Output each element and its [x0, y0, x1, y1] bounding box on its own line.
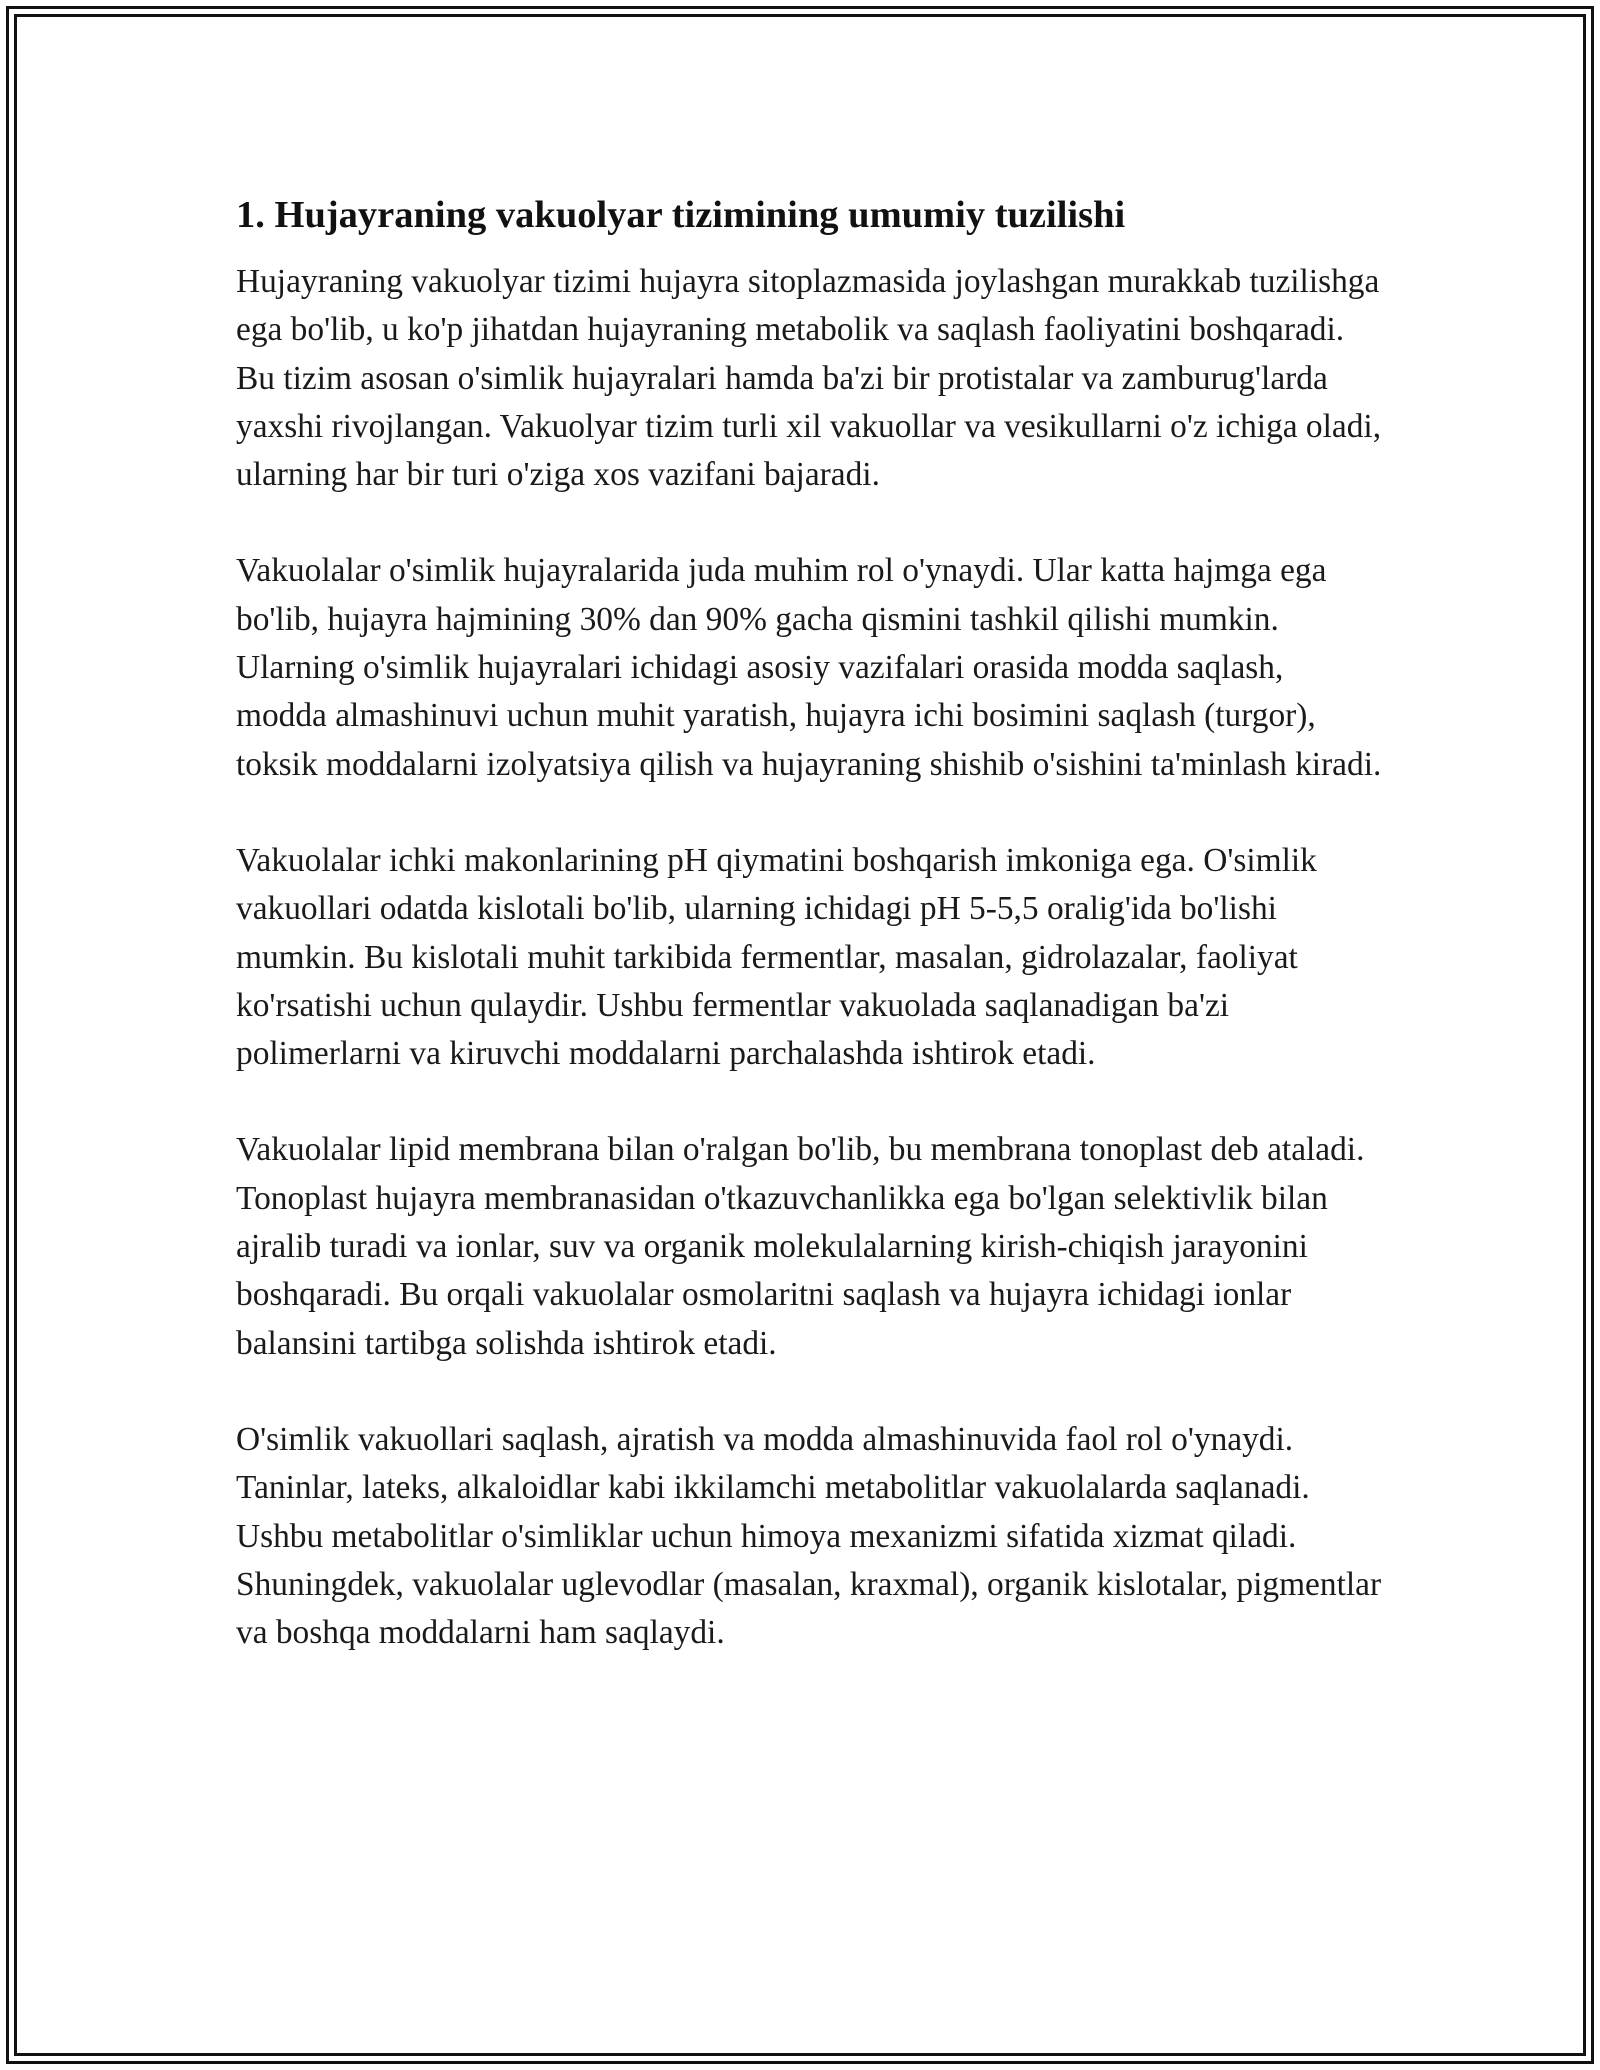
section-heading: 1. Hujayraning vakuolyar tizimining umumiy tuzilishi [236, 194, 1126, 236]
paragraph-4: Vakuolalar lipid membrana bilan o'ralgan bo'lib, bu membrana tonoplast deb ataladi. Tonoplast hujayra membranasidan o'tkazuvchanlikka ega bo'lgan selektivlik bilan ajralib turadi va ionlar, suv va organik molekulalarning kirish-chiqish jarayonini boshqaradi. Bu orqali vakuolalar osmolaritni saqlash va hujayra ichidagi ionlar balansini tartibga solishda ishtirok etadi. [236, 1131, 1365, 1362]
paragraph-1: Hujayraning vakuolyar tizimi hujayra sitoplazmasida joylashgan murakkab tuzilishga ega bo'lib, u ko'p jihatdan hujayraning metabolik va saqlash faoliyatini boshqaradi. Bu tizim asosan o'simlik hujayralari hamda ba'zi bir protistalar va zamburug'larda yaxshi rivojlangan. Vakuolyar tizim turli xil vakuollar va vesikullarni o'z ichiga oladi, ularning har bir turi o'ziga xos vazifani bajaradi. [236, 263, 1382, 494]
paragraph-5: O'simlik vakuollari saqlash, ajratish va modda almashinuvida faol rol o'ynaydi. Taninlar, lateks, alkaloidlar kabi ikkilamchi metabolitlar vakuolalarda saqlanadi. Ushbu metabolitlar o'simliklar uchun himoya mexanizmi sifatida xizmat qiladi. Shuningdek, vakuolalar uglevodlar (masalan, kraxmal), organik kislotalar, pigmentlar va boshqa moddalarni ham saqlaydi. [236, 1420, 1382, 1652]
paragraph-3: Vakuolalar ichki makonlarining pH qiymatini boshqarish imkoniga ega. O'simlik vakuollari odatda kislotali bo'lib, ularning ichidagi pH 5-5,5 oralig'ida bo'lishi mumkin. Bu kislotali muhit tarkibida fermentlar, masalan, gidrolazalar, faoliyat ko'rsatishi uchun qulaydir. Ushbu fermentlar vakuolada saqlanadigan ba'zi polimerlarni va kiruvchi moddalarni parchalashda ishtirok etadi. [236, 841, 1317, 1073]
paragraph-2: Vakuolalar o'simlik hujayralarida juda muhim rol o'ynaydi. Ular katta hajmga ega bo'lib, hujayra hajmining 30% dan 90% gacha qismini tashkil qilishi mumkin. Ularning o'simlik hujayralari ichidagi asosiy vazifalari orasida modda saqlash, modda almashinuvi uchun muhit yaratish, hujayra ichi bosimini saqlash (turgor), toksik moddalarni izolyatsiya qilish va hujayraning shishib o'sishini ta'minlash kiradi. [236, 552, 1382, 783]
document-body [236, 188, 1382, 1705]
